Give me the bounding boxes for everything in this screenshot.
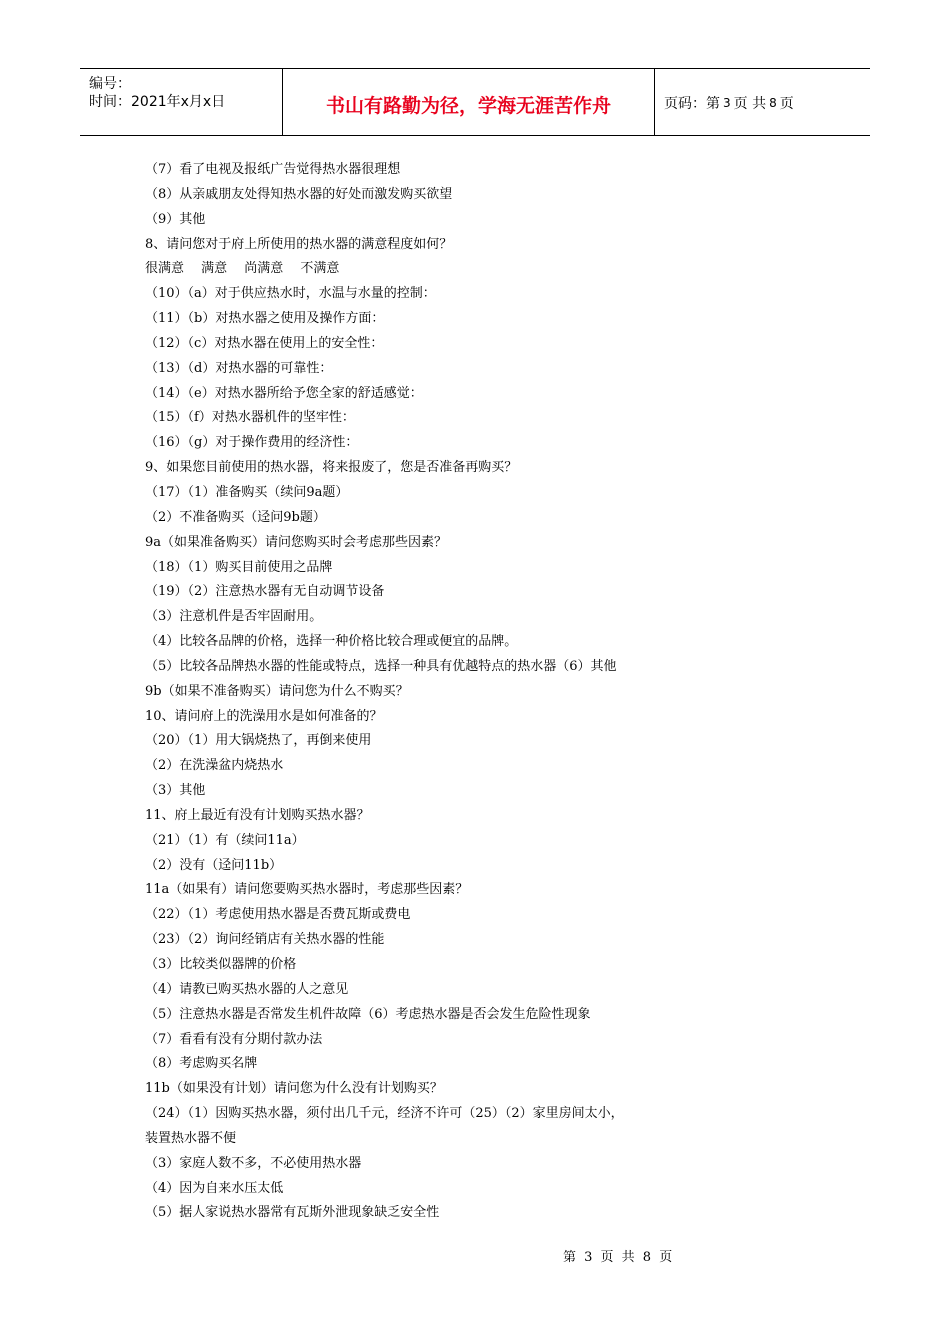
text-line: （4）因为自来水压太低 — [145, 1180, 284, 1196]
document-time-label: 时间：2021年x月x日 — [89, 94, 226, 110]
text-line: （5）注意热水器是否常发生机件故障（6）考虑热水器是否会发生危险性现象 — [145, 1006, 591, 1022]
text-line: （16）（g）对于操作费用的经济性： — [145, 435, 359, 451]
page-prefix: 页码：第 — [664, 96, 720, 112]
text-line: （7）看看有没有分期付款办法 — [145, 1031, 323, 1047]
text-line: 9b（如果不准备购买）请问您为什么不购买？ — [145, 683, 409, 699]
text-line: （5）比较各品牌热水器的性能或特点，选择一种具有优越特点的热水器（6）其他 — [145, 658, 617, 674]
header-info-cell — [80, 69, 283, 135]
page-footer: 第 3 页 共 8 页 — [563, 1250, 673, 1265]
text-line: （19）（2）注意热水器有无自动调节设备 — [145, 584, 385, 600]
text-line: （3）家庭人数不多，不必使用热水器 — [145, 1155, 362, 1171]
text-line: （20）（1）用大锅烧热了，再倒来使用 — [145, 733, 372, 749]
text-line: （8）从亲戚朋友处得知热水器的好处而激发购买欲望 — [145, 186, 453, 202]
text-line: （17）（1）准备购买（续问9a题） — [145, 484, 349, 500]
text-line: 11、府上最近有没有计划购买热水器？ — [145, 807, 370, 823]
page-suffix: 页 — [779, 96, 794, 112]
text-line: （2）没有（迳问11b） — [145, 857, 283, 873]
text-line: （22）（1）考虑使用热水器是否费瓦斯或费电 — [145, 907, 411, 923]
page-total: 8 — [769, 96, 777, 110]
text-line: （12）（c）对热水器在使用上的安全性： — [145, 335, 384, 351]
text-line: （3）比较类似器牌的价格 — [145, 957, 297, 972]
header-page-number — [655, 69, 870, 135]
page-header — [80, 68, 870, 136]
text-line: （21）（1）有（续问11a） — [145, 832, 305, 848]
text-line: （2）在洗澡盆内烧热水 — [145, 758, 284, 774]
text-line: 11b（如果没有计划）请问您为什么没有计划购买？ — [145, 1081, 443, 1097]
text-line: （24）（1）因购买热水器，须付出几千元，经济不许可（25）（2）家里房间太小， — [145, 1106, 624, 1122]
text-line: （8）考虑购买名牌 — [145, 1056, 258, 1072]
text-line: （10）（a）对于供应热水时，水温与水量的控制： — [145, 286, 436, 302]
text-line: （2）不准备购买（迳问9b题） — [145, 509, 326, 525]
page-mid: 页 共 — [733, 96, 767, 112]
text-line: 装置热水器不便 — [145, 1130, 237, 1146]
text-line: 9a（如果准备购买）请问您购买时会考虑那些因素？ — [145, 534, 448, 550]
text-line: 8、请问您对于府上所使用的热水器的满意程度如何？ — [145, 236, 453, 252]
document-body — [145, 158, 685, 1226]
text-line: （3）注意机件是否牢固耐用。 — [145, 609, 323, 625]
text-line: （5）据人家说热水器常有瓦斯外泄现象缺乏安全性 — [145, 1205, 440, 1221]
text-line: （18）（1）购买目前使用之品牌 — [145, 559, 333, 575]
text-line: 很满意 满意 尚满意 不满意 — [145, 261, 340, 277]
text-line: 10、请问府上的洗澡用水是如何准备的？ — [145, 708, 383, 724]
document-number-label: 编号： — [89, 76, 131, 92]
text-line: （7）看了电视及报纸广告觉得热水器很理想 — [145, 162, 401, 177]
text-line: （4）比较各品牌的价格，选择一种价格比较合理或便宜的品牌。 — [145, 634, 518, 650]
text-line: （15）（f）对热水器机件的坚牢性： — [145, 410, 355, 426]
text-line: （23）（2）询问经销店有关热水器的性能 — [145, 932, 385, 948]
text-line: （14）（e）对热水器所给予您全家的舒适感觉： — [145, 385, 423, 401]
text-line: （3）其他 — [145, 783, 206, 799]
page-current: 3 — [723, 96, 731, 110]
header-motto: 书山有路勤为径，学海无涯苦作舟 — [283, 69, 655, 135]
text-line: （13）（d）对热水器的可靠性： — [145, 360, 333, 376]
text-line: 11a（如果有）请问您要购买热水器时，考虑那些因素？ — [145, 882, 469, 898]
text-line: （4）请教已购买热水器的人之意见 — [145, 981, 349, 997]
text-line: （11）（b）对热水器之使用及操作方面： — [145, 311, 385, 327]
text-line: 9、如果您目前使用的热水器，将来报废了，您是否准备再购买？ — [145, 460, 518, 476]
text-line: （9）其他 — [145, 211, 206, 227]
